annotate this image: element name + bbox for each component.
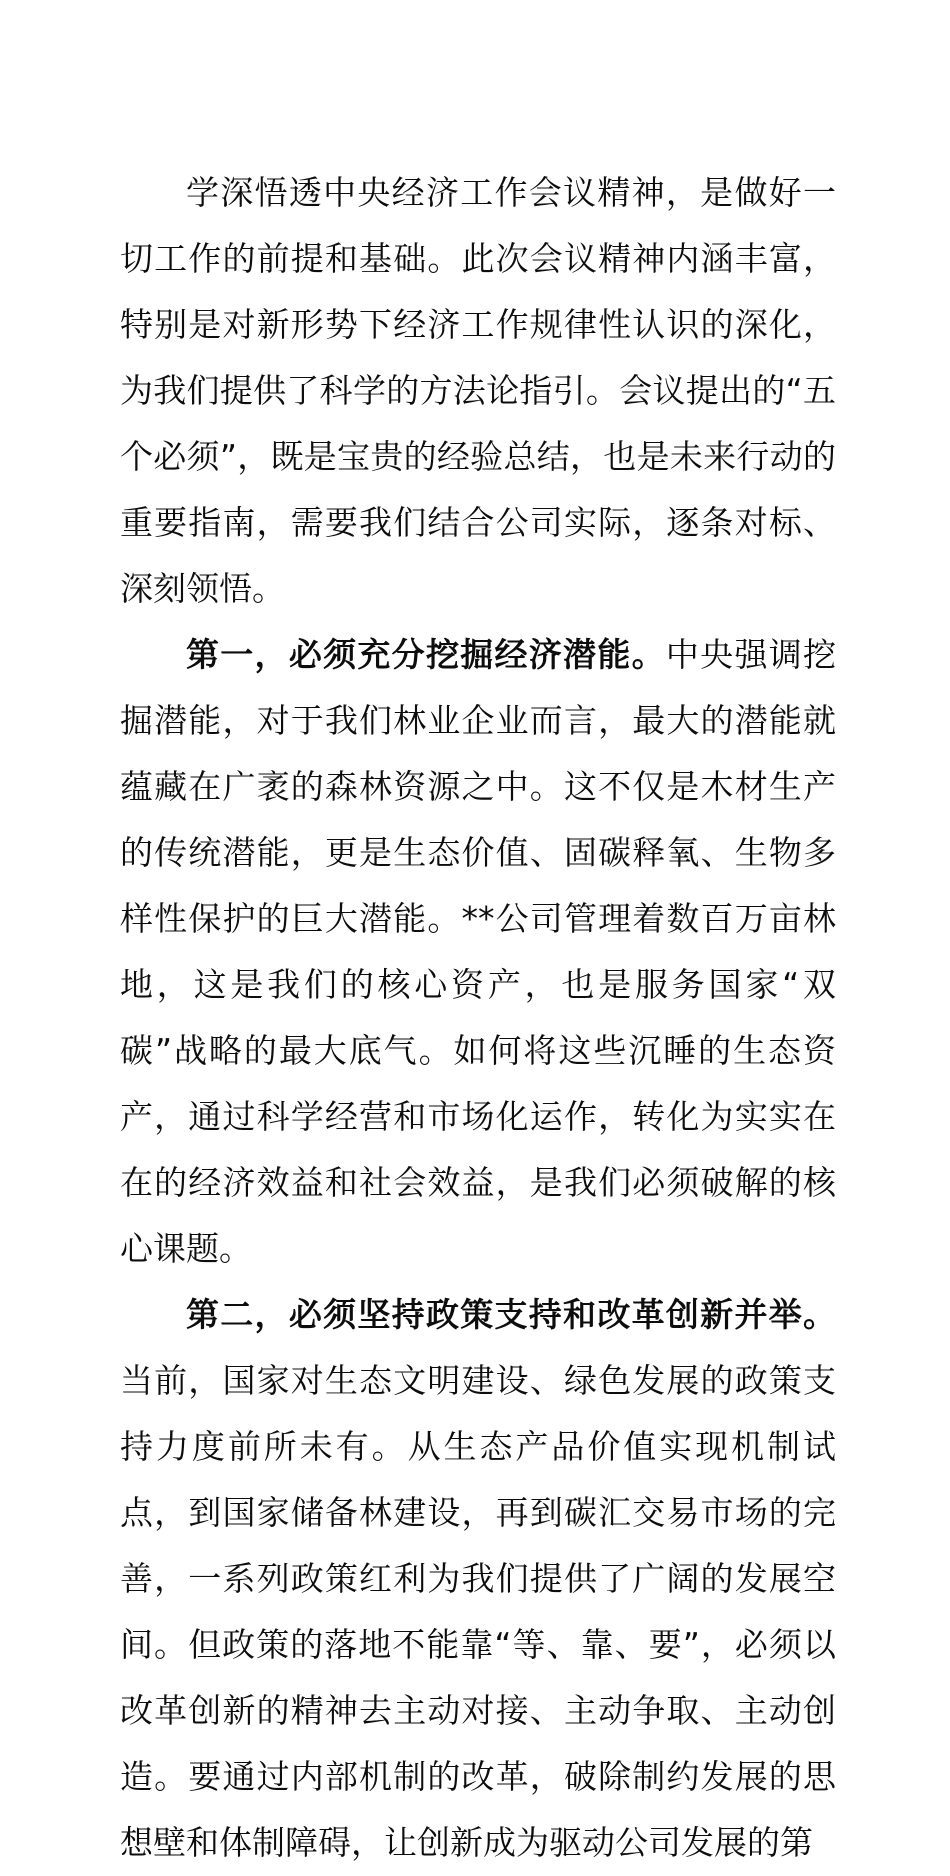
paragraph-3: [120, 1282, 836, 1876]
paragraph-2: [120, 622, 836, 1282]
paragraph-2-text: 中央强调挖掘潜能，对于我们林业企业而言，最大的潜能就蕴藏在广袤的森林资源之中。这不仅是木材生产的传统潜能，更是生态价值、固碳释氧、生物多样性保护的巨大潜能。**公司管理着数百万亩林地，这是我们的核心资产，也是服务国家“双碳”战略的最大底气。如何将这些沉睡的生态资产，通过科学经营和市场化运作，转化为实实在在的经济效益和社会效益，是我们必须破解的核心课题。: [120, 635, 837, 1268]
paragraph-1: [120, 160, 836, 622]
paragraph-3-heading: 第二，必须坚持政策支持和改革创新并举。: [186, 1295, 836, 1334]
paragraph-1-text: 学深悟透中央经济工作会议精神，是做好一切工作的前提和基础。此次会议精神内涵丰富，特别是对新形势下经济工作规律性认识的深化，为我们提供了科学的方法论指引。会议提出的“五个必须”，既是宝贵的经验总结，也是未来行动的重要指南，需要我们结合公司实际，逐条对标、深刻领悟。: [120, 173, 836, 608]
paragraph-2-heading: 第一，必须充分挖掘经济潜能。: [186, 635, 666, 674]
document-text-body: [120, 160, 836, 1876]
paragraph-3-text: 当前，国家对生态文明建设、绿色发展的政策支持力度前所未有。从生态产品价值实现机制试点，到国家储备林建设，再到碳汇交易市场的完善，一系列政策红利为我们提供了广阔的发展空间。但政策的落地不能靠“等、靠、要”，必须以改革创新的精神去主动对接、主动争取、主动创造。要通过内部机制的改革，破除制约发展的思想壁和体制障碍，让创新成为驱动公司发展的第: [120, 1361, 836, 1862]
